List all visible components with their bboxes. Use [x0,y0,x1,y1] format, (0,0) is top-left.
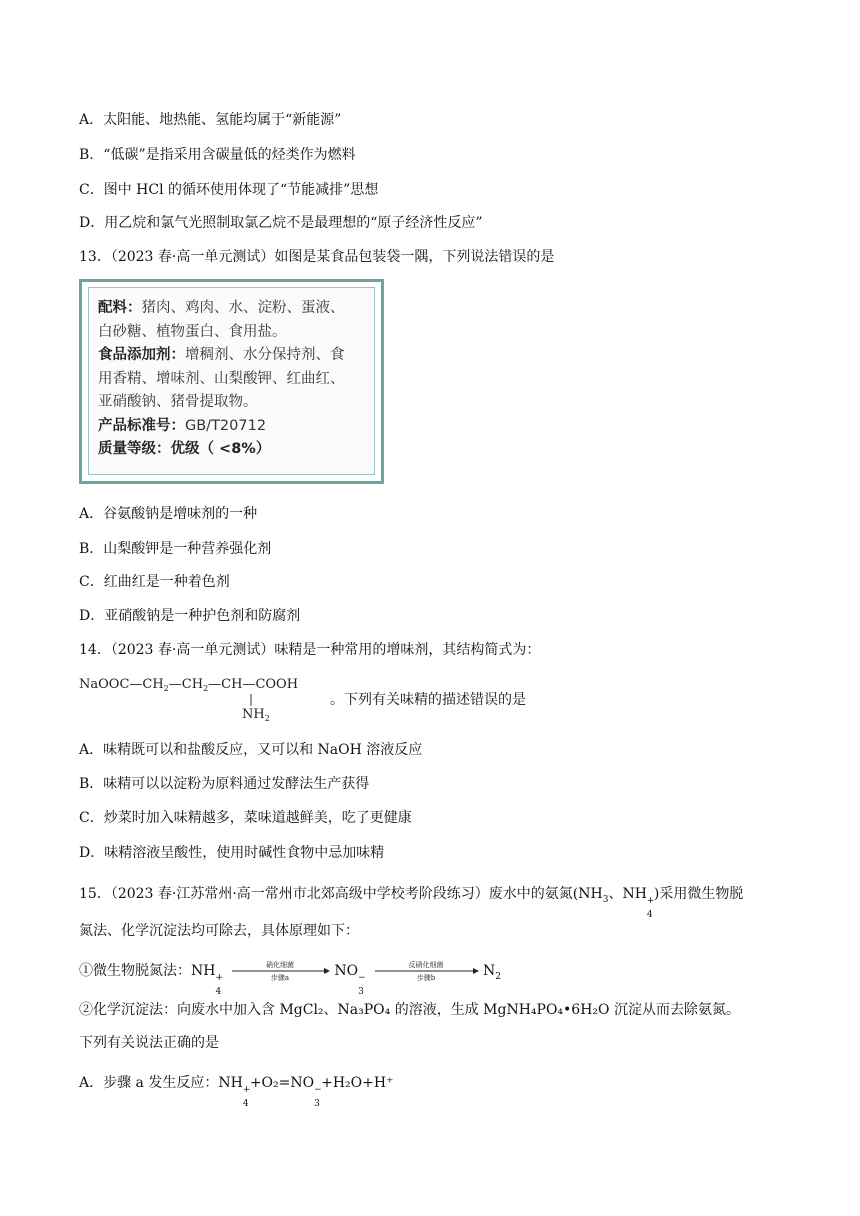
q15-stem-part3: )采用微生物脱 [653,886,744,902]
standard-value: GB/T20712 [185,417,267,434]
q15-method2: ②化学沉淀法：向废水中加入含 MgCl₂、Na₃PO₄ 的溶液，生成 MgNH₄PO₄•6H₂O 沉淀从而去除氨氮。 [79,1002,740,1018]
q13-option-a: A．谷氨酸钠是增味剂的一种 [79,506,258,522]
grade-value: 优级（ <8%） [170,441,271,457]
food-label-content [88,287,375,475]
q12-option-a: A．太阳能、地热能、氢能均属于“新能源” [79,112,342,128]
standard-title: 产品标准号： [98,417,185,434]
nitrate: NO [334,963,359,979]
arrow2-top-label: 反硝化细菌 [408,961,444,969]
svg-text:NH2 [242,707,270,722]
arrow-step-b [373,960,479,982]
additives-line2: 用香精、增味剂、山梨酸钾、红曲红、 [98,370,345,387]
q14-stem: 14．（2023 春·高一单元测试）味精是一种常用的增味剂，其结构简式为： [79,642,541,658]
q15-method1: ①微生物脱氮法：NH + 4 硝化细菌 步骤a NO − 3 反硝化细菌 步骤b $N_2$ [79,961,501,997]
grade-title: 质量等级： [98,441,171,457]
q12-option-b: B．“低碳”是指采用含碳量低的烃类作为燃料 [79,147,356,163]
svg-text:NaOOC—CH2—CH2—CH—COOH [79,677,298,693]
q15-stem-line1: 15．（2023 春·江苏常州·高一常州市北郊高级中学校考阶段练习）废水中的氨氮($NH_3$、NH + 4 )采用微生物脱 [79,886,744,920]
struct-mid: —CH [168,677,204,692]
additives-line3: 亚硝酸钠、猪骨提取物。 [98,394,258,410]
q13-stem: 13．（2023 春·高一单元测试）如图是某食品包装袋一隅，下列说法错误的是 [79,249,555,265]
struct-sub-a: 2 [163,684,169,693]
q15-stem-line2: 氮法、化学沉淀法均可除去，具体原理如下： [79,923,359,939]
q15-option-a-part2: +O₂=NO [249,1075,315,1091]
q14-option-a: A．味精既可以和盐酸反应，又可以和 NaOH 溶液反应 [79,742,423,758]
q14-option-d: D．味精溶液呈酸性，使用时碱性食物中忌加味精 [79,845,385,861]
ingredients-line2: 白砂糖、植物蛋白、食用盐。 [98,323,287,340]
glutamate-structure [79,672,359,722]
q13-option-b: B．山梨酸钾是一种营养强化剂 [79,541,272,557]
q13-option-c: C．红曲红是一种着色剂 [79,574,230,590]
food-label-image [79,279,384,484]
q15-option-a-part1: A．步骤 a 发生反应：NH [79,1075,243,1091]
q13-option-d: D．亚硝酸钠是一种护色剂和防腐剂 [79,608,301,624]
q15-option-a-part3: +H₂O+H⁺ [321,1075,394,1091]
struct-nh-sub: 2 [264,714,270,722]
q12-option-c: C．图中 HCl 的循环使用体现了“节能减排”思想 [79,182,379,198]
struct-nh: NH [242,707,265,722]
additives-line1: 增稠剂、水分保持剂、食 [185,347,345,363]
q15-stem-part1: 15．（2023 春·江苏常州·高一常州市北郊高级中学校考阶段练习）废水中的氨氮(NH [79,886,603,902]
struct-end: —CH—COOH [208,677,299,692]
ingredients-title: 配料： [98,300,142,316]
q14-option-c: C．炒菜时加入味精越多，菜味道越鲜美，吃了更健康 [79,810,412,826]
arrow-step-a [230,960,330,982]
q15-stem-part2: 、NH [608,886,647,902]
struct-main: NaOOC—CH [79,677,164,692]
q15-question: 下列有关说法正确的是 [79,1035,219,1051]
nitrogen: N [483,963,496,979]
arrow1-top-label: 硝化细菌 [265,961,294,969]
arrow1-bottom-label: 步骤a [270,974,290,982]
method1-label: ①微生物脱氮法：NH [79,963,216,979]
ingredients-line1: 猪肉、鸡肉、水、淀粉、蛋液、 [141,300,345,316]
additives-title: 食品添加剂： [98,347,185,363]
q12-option-d: D．用乙烷和氯气光照制取氯乙烷不是最理想的“原子经济性反应” [79,215,483,231]
struct-sub-b: 2 [203,684,209,693]
q14-tail: 。下列有关味精的描述错误的是 [330,692,526,708]
arrow2-bottom-label: 步骤b [416,974,435,982]
q15-option-a: A．步骤 a 发生反应：NH + 4 +O₂=NO − 3 +H₂O+H⁺ [79,1075,394,1109]
q14-option-b: B．味精可以以淀粉为原料通过发酵法生产获得 [79,776,370,792]
